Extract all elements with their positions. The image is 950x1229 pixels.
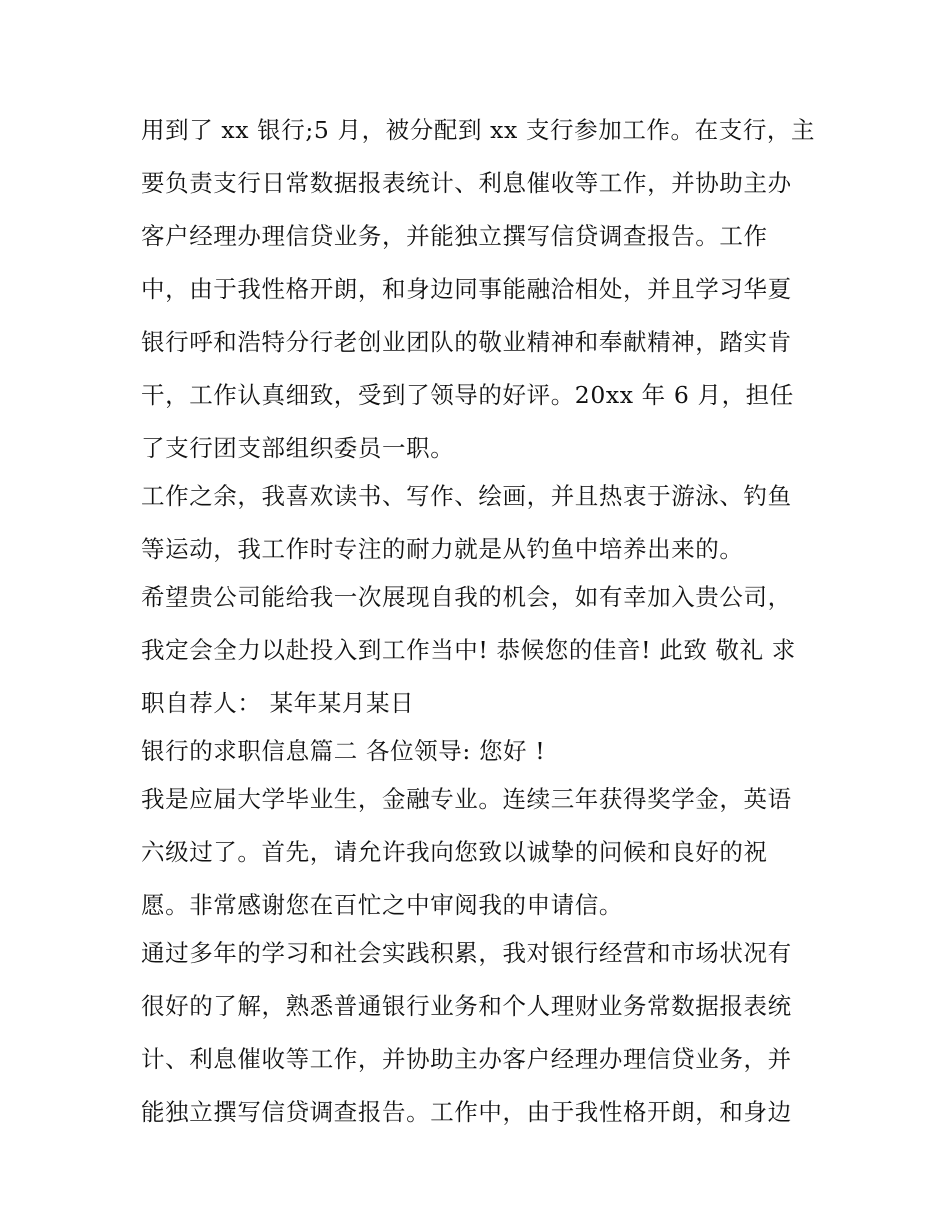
text-line: 工作之余，我喜欢读书、写作、绘画，并且热衷于游泳、钓鱼 xyxy=(141,482,792,510)
text-line: 职自荐人： 某年某月某日 xyxy=(141,689,415,717)
section-heading-line: 银行的求职信息篇二 各位领导: 您好 ! xyxy=(141,737,546,765)
text-line: 我定会全力以赴投入到工作当中! 恭候您的佳音! 此致 敬礼 求 xyxy=(141,636,796,664)
text-line: 了支行团支部组织委员一职。 xyxy=(141,434,455,462)
document-body xyxy=(141,108,831,1143)
text-line: 计、利息催收等工作，并协助主办客户经理办理信贷业务，并 xyxy=(141,1045,792,1073)
text-line: 用到了 xx 银行;5 月，被分配到 xx 支行参加工作。在支行，主 xyxy=(141,116,816,144)
text-line: 能独立撰写信贷调查报告。工作中，由于我性格开朗，和身边 xyxy=(141,1098,792,1126)
text-line: 六级过了。首先，请允许我向您致以诚挚的问候和良好的祝 xyxy=(141,838,768,866)
text-line: 银行呼和浩特分行老创业团队的敬业精神和奉献精神，踏实肯 xyxy=(141,328,792,356)
text-line: 干，工作认真细致，受到了领导的好评。20xx 年 6 月，担任 xyxy=(141,381,794,409)
text-line: 客户经理办理信贷业务，并能独立撰写信贷调查报告。工作 xyxy=(141,222,768,250)
text-line: 愿。非常感谢您在百忙之中审阅我的申请信。 xyxy=(141,891,623,919)
text-line: 通过多年的学习和社会实践积累，我对银行经营和市场状况有 xyxy=(141,939,792,967)
text-line: 希望贵公司能给我一次展现自我的机会，如有幸加入贵公司， xyxy=(141,583,792,611)
text-line: 我是应届大学毕业生，金融专业。连续三年获得奖学金，英语 xyxy=(141,785,792,813)
text-line: 等运动，我工作时专注的耐力就是从钓鱼中培养出来的。 xyxy=(141,535,744,563)
text-line: 很好的了解，熟悉普通银行业务和个人理财业务常数据报表统 xyxy=(141,992,792,1020)
text-line: 要负责支行日常数据报表统计、利息催收等工作，并协助主办 xyxy=(141,169,792,197)
text-line: 中，由于我性格开朗，和身边同事能融洽相处，并且学习华夏 xyxy=(141,275,792,303)
